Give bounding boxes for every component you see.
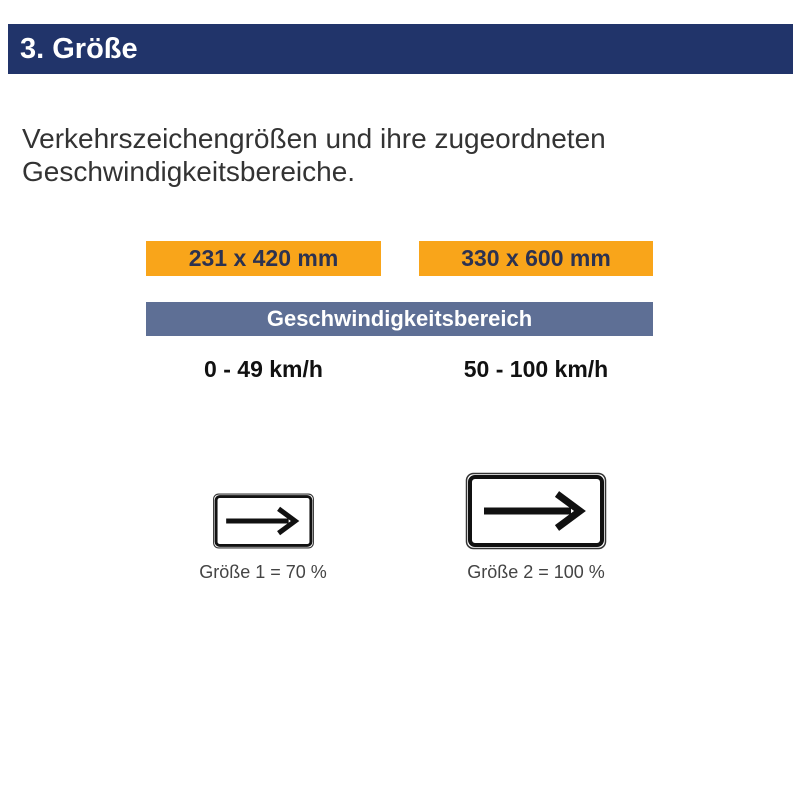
speed-range-heading: Geschwindigkeitsbereich	[146, 302, 653, 336]
size-1-speed-range: 0 - 49 km/h	[204, 356, 323, 382]
intro-line-2: Geschwindigkeitsbereiche.	[22, 156, 356, 187]
size-2-speed-range: 50 - 100 km/h	[463, 356, 609, 382]
intro-line-1: Verkehrszeichengrößen und ihre zugeordneten	[22, 123, 606, 154]
right-arrow-icon	[214, 494, 314, 548]
size-1-caption: Größe 1 = 70 %	[199, 562, 327, 582]
page-title: 3. Größe	[8, 24, 793, 74]
intro-text	[22, 122, 782, 188]
size-2-label: 330 x 600 mm	[419, 241, 653, 276]
size-2-arrow-sign	[465, 472, 607, 550]
size-1-arrow-sign	[212, 493, 315, 549]
size-2-caption: Größe 2 = 100 %	[467, 562, 605, 582]
size-1-label: 231 x 420 mm	[146, 241, 381, 276]
right-arrow-icon	[467, 474, 606, 549]
